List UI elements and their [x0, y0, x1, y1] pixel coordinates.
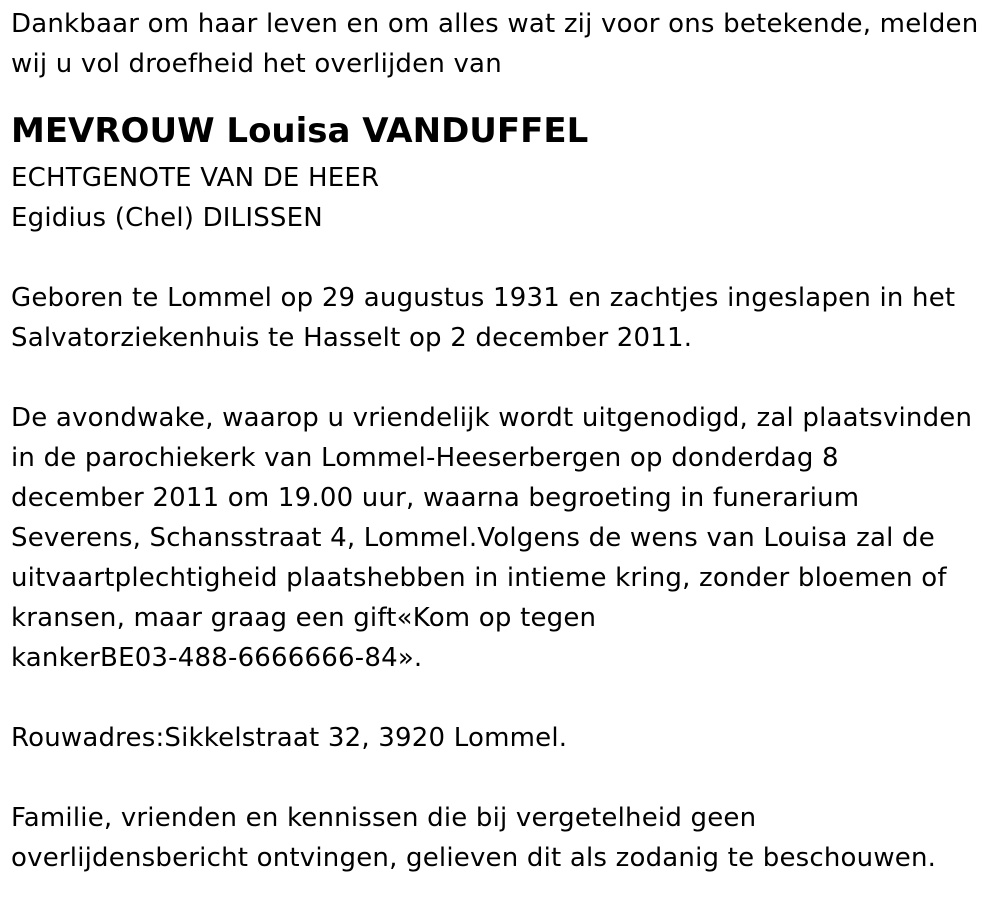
deceased-block	[11, 104, 991, 238]
spouse-name: Egidius (Chel) DILISSEN	[11, 203, 323, 233]
intro-paragraph: Dankbaar om haar leven en om alles wat zij voor ons betekende, melden wij u vol droefheid het overlijden van	[11, 9, 979, 79]
birth-death-paragraph: Geboren te Lommel op 29 augustus 1931 en zachtjes ingeslapen in het Salvatorziekenhuis te Hasselt op 2 december 2011.	[11, 283, 956, 353]
deceased-name: MEVROUW Louisa VANDUFFEL	[11, 111, 589, 151]
ceremony-paragraph: De avondwake, waarop u vriendelijk wordt uitgenodigd, zal plaatsvinden in de parochiekerk van Lommel-Heeserbergen op donderdag 8 december 2011 om 19.00 uur, waarna begroeting in funerarium Severens, Schansstraat 4, Lommel.Volgens de wens van Louisa zal de uitvaartplechtigheid plaatshebben in intieme kring, zonder bloemen of kransen, maar graag een gift«Kom op tegen kankerBE03-488-6666666-84».	[11, 403, 973, 673]
address-paragraph: Rouwadres:Sikkelstraat 32, 3920 Lommel.	[11, 723, 568, 753]
closing-paragraph: Familie, vrienden en kennissen die bij vergetelheid geen overlijdensbericht ontvingen, gelieven dit als zodanig te beschouwen.	[11, 803, 937, 873]
spouse-title: ECHTGENOTE VAN DE HEER	[11, 163, 380, 193]
obituary-notice	[11, 4, 991, 878]
